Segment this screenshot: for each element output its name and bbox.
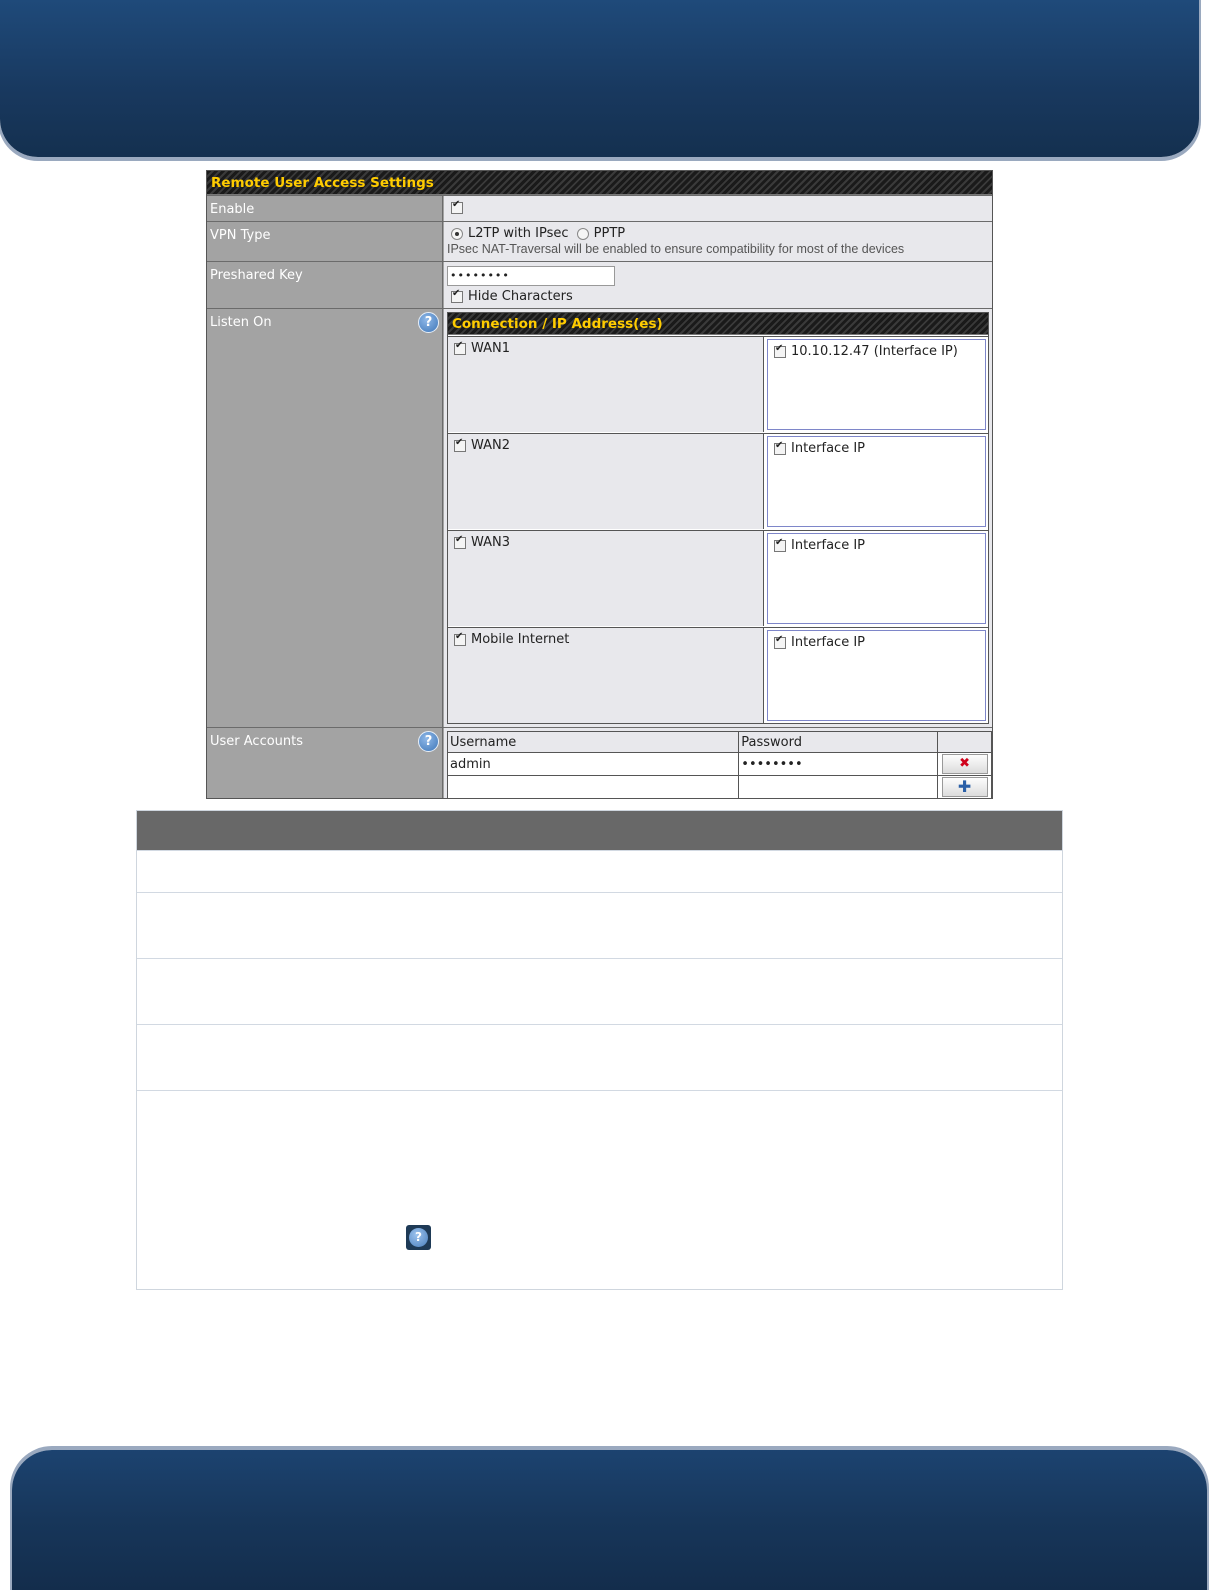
connection-row [448,433,988,529]
connection-ip: Interface IP [791,635,866,650]
password-column-header: Password [739,732,938,753]
listen-on-label: Listen On ? [207,309,443,727]
connection-row [448,336,988,432]
connection-name: WAN1 [471,341,511,356]
help-icon[interactable]: ? [418,731,439,752]
new-username-field[interactable] [448,776,739,799]
connection-checkbox[interactable] [454,537,466,549]
add-icon[interactable]: ✚ [942,777,988,797]
vpn-type-label: VPN Type [207,222,443,261]
preshared-key-input[interactable]: •••••••• [447,266,615,286]
connection-name: WAN3 [471,535,511,550]
table-row [448,776,992,799]
connection-ip: Interface IP [791,538,866,553]
connection-table [447,312,989,724]
table-row [137,892,1062,958]
enable-row [207,195,992,221]
table-row [137,1024,1062,1090]
help-icon: ? [406,1225,431,1250]
l2tp-radio-label: L2TP with IPsec [468,226,569,241]
connection-row [448,530,988,626]
user-accounts-row [207,727,992,798]
connection-ip: 10.10.12.47 (Interface IP) [791,344,958,359]
delete-icon[interactable]: ✖ [942,754,988,774]
ip-checkbox[interactable] [774,540,786,552]
enable-checkbox[interactable] [451,202,463,214]
enable-label: Enable [207,196,443,221]
connection-name: WAN2 [471,438,511,453]
preshared-key-row [207,261,992,308]
user-accounts-label: User Accounts ? [207,728,443,798]
connection-checkbox[interactable] [454,634,466,646]
l2tp-radio[interactable] [451,228,463,240]
connection-header: Connection / IP Address(es) [448,313,988,335]
table-row [137,958,1062,1024]
new-password-field[interactable] [739,776,938,799]
page-header-band [0,0,1199,157]
preshared-key-label: Preshared Key [207,262,443,308]
table-row [137,850,1062,892]
hide-characters-label: Hide Characters [468,289,573,304]
ip-checkbox[interactable] [774,637,786,649]
pptp-radio[interactable] [577,228,589,240]
pptp-radio-label: PPTP [593,226,626,241]
user-accounts-table [447,731,992,799]
panel-title: Remote User Access Settings [207,171,992,195]
ip-checkbox[interactable] [774,346,786,358]
ip-checkbox[interactable] [774,443,786,455]
password-field[interactable]: •••••••• [739,753,938,776]
username-field[interactable]: admin [448,753,739,776]
nat-traversal-note: IPsec NAT-Traversal will be enabled to ensure compatibility for most of the devices [447,242,905,256]
remote-user-access-panel [206,170,993,799]
description-table [136,810,1063,1290]
vpn-type-row [207,221,992,261]
connection-ip: Interface IP [791,441,866,456]
help-icon[interactable]: ? [418,312,439,333]
table-row [137,1090,1062,1289]
connection-checkbox[interactable] [454,440,466,452]
connection-row [448,627,988,723]
page-footer-band [12,1450,1207,1590]
table-row [448,753,992,776]
connection-name: Mobile Internet [471,632,570,647]
hide-characters-checkbox[interactable] [451,291,463,303]
username-column-header: Username [448,732,739,753]
description-table-header [137,811,1062,850]
listen-on-row [207,308,992,727]
connection-checkbox[interactable] [454,343,466,355]
